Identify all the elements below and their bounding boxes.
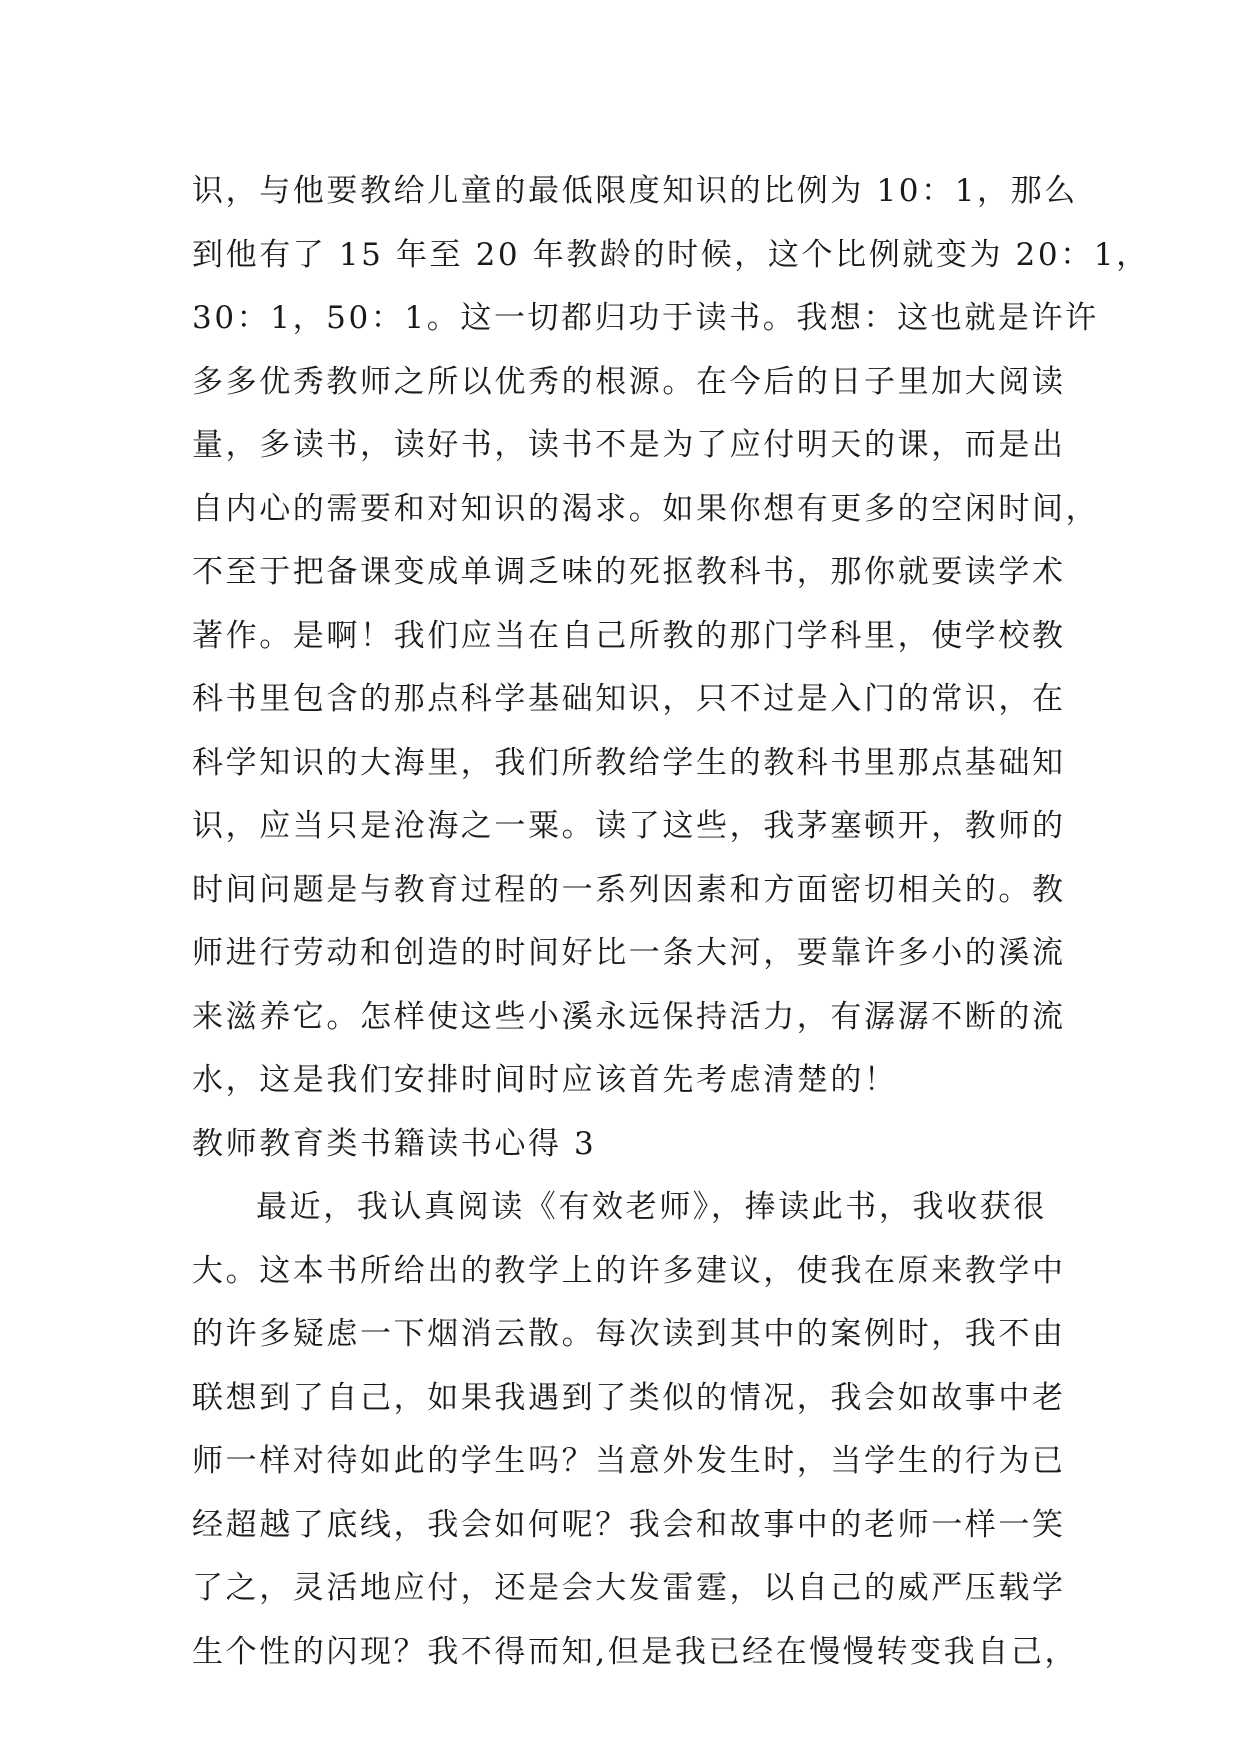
paragraph-line: 大。这本书所给出的教学上的许多建议，使我在原来教学中: [192, 1252, 1066, 1289]
paragraph-line: 师进行劳动和创造的时间好比一条大河，要靠许多小的溪流: [192, 935, 1066, 971]
paragraph-line: 自内心的需要和对知识的渴求。如果你想有更多的空闲时间，: [192, 490, 1100, 527]
paragraph-line: 识，应当只是沧海之一粟。读了这些，我茅塞顿开，教师的: [192, 808, 1066, 844]
paragraph-line-indented: 最近，我认真阅读《有效老师》，捧读此书，我收获很: [256, 1189, 1047, 1225]
paragraph-line: 不至于把备课变成单调乏味的死抠教科书，那你就要读学术: [192, 554, 1066, 590]
paragraph-line: 科学知识的大海里，我们所教给学生的教科书里那点基础知: [192, 744, 1066, 781]
paragraph-line: 科书里包含的那点科学基础知识，只不过是入门的常识，在: [192, 681, 1066, 717]
paragraph-line: 了之，灵活地应付，还是会大发雷霆，以自己的威严压载学: [192, 1570, 1066, 1606]
paragraph-line: 的许多疑虑一下烟消云散。每次读到其中的案例时，我不由: [192, 1316, 1066, 1352]
paragraph-line: 多多优秀教师之所以优秀的根源。在今后的日子里加大阅读: [192, 363, 1066, 400]
paragraph-line: 联想到了自己，如果我遇到了类似的情况，我会如故事中老: [192, 1379, 1066, 1416]
paragraph-line: 水，这是我们安排时间时应该首先考虑清楚的！: [192, 1062, 898, 1098]
paragraph-line: 量，多读书，读好书，读书不是为了应付明天的课，而是出: [192, 427, 1066, 463]
paragraph-line: 来滋养它。怎样使这些小溪永远保持活力，有潺潺不断的流: [192, 998, 1066, 1035]
paragraph-line: 时间问题是与教育过程的一系列因素和方面密切相关的。教: [192, 871, 1066, 908]
paragraph-line: 生个性的闪现？我不得而知,但是我已经在慢慢转变我自己，: [192, 1633, 1079, 1670]
paragraph-line: 到他有了 15 年至 20 年教龄的时候，这个比例就变为 20：1，: [192, 236, 1150, 273]
section-heading: 教师教育类书籍读书心得 3: [192, 1125, 597, 1162]
paragraph-line: 著作。是啊！我们应当在自己所教的那门学科里，使学校教: [192, 617, 1066, 654]
paragraph-line: 30：1，50：1。这一切都归功于读书。我想：这也就是许许: [192, 300, 1099, 336]
paragraph-line: 经超越了底线，我会如何呢？我会和故事中的老师一样一笑: [192, 1506, 1066, 1543]
body-text: [192, 160, 1150, 1684]
paragraph-line: 师一样对待如此的学生吗？当意外发生时，当学生的行为已: [192, 1443, 1066, 1479]
paragraph-line: 识，与他要教给儿童的最低限度知识的比例为 10：1，那么: [192, 173, 1078, 209]
